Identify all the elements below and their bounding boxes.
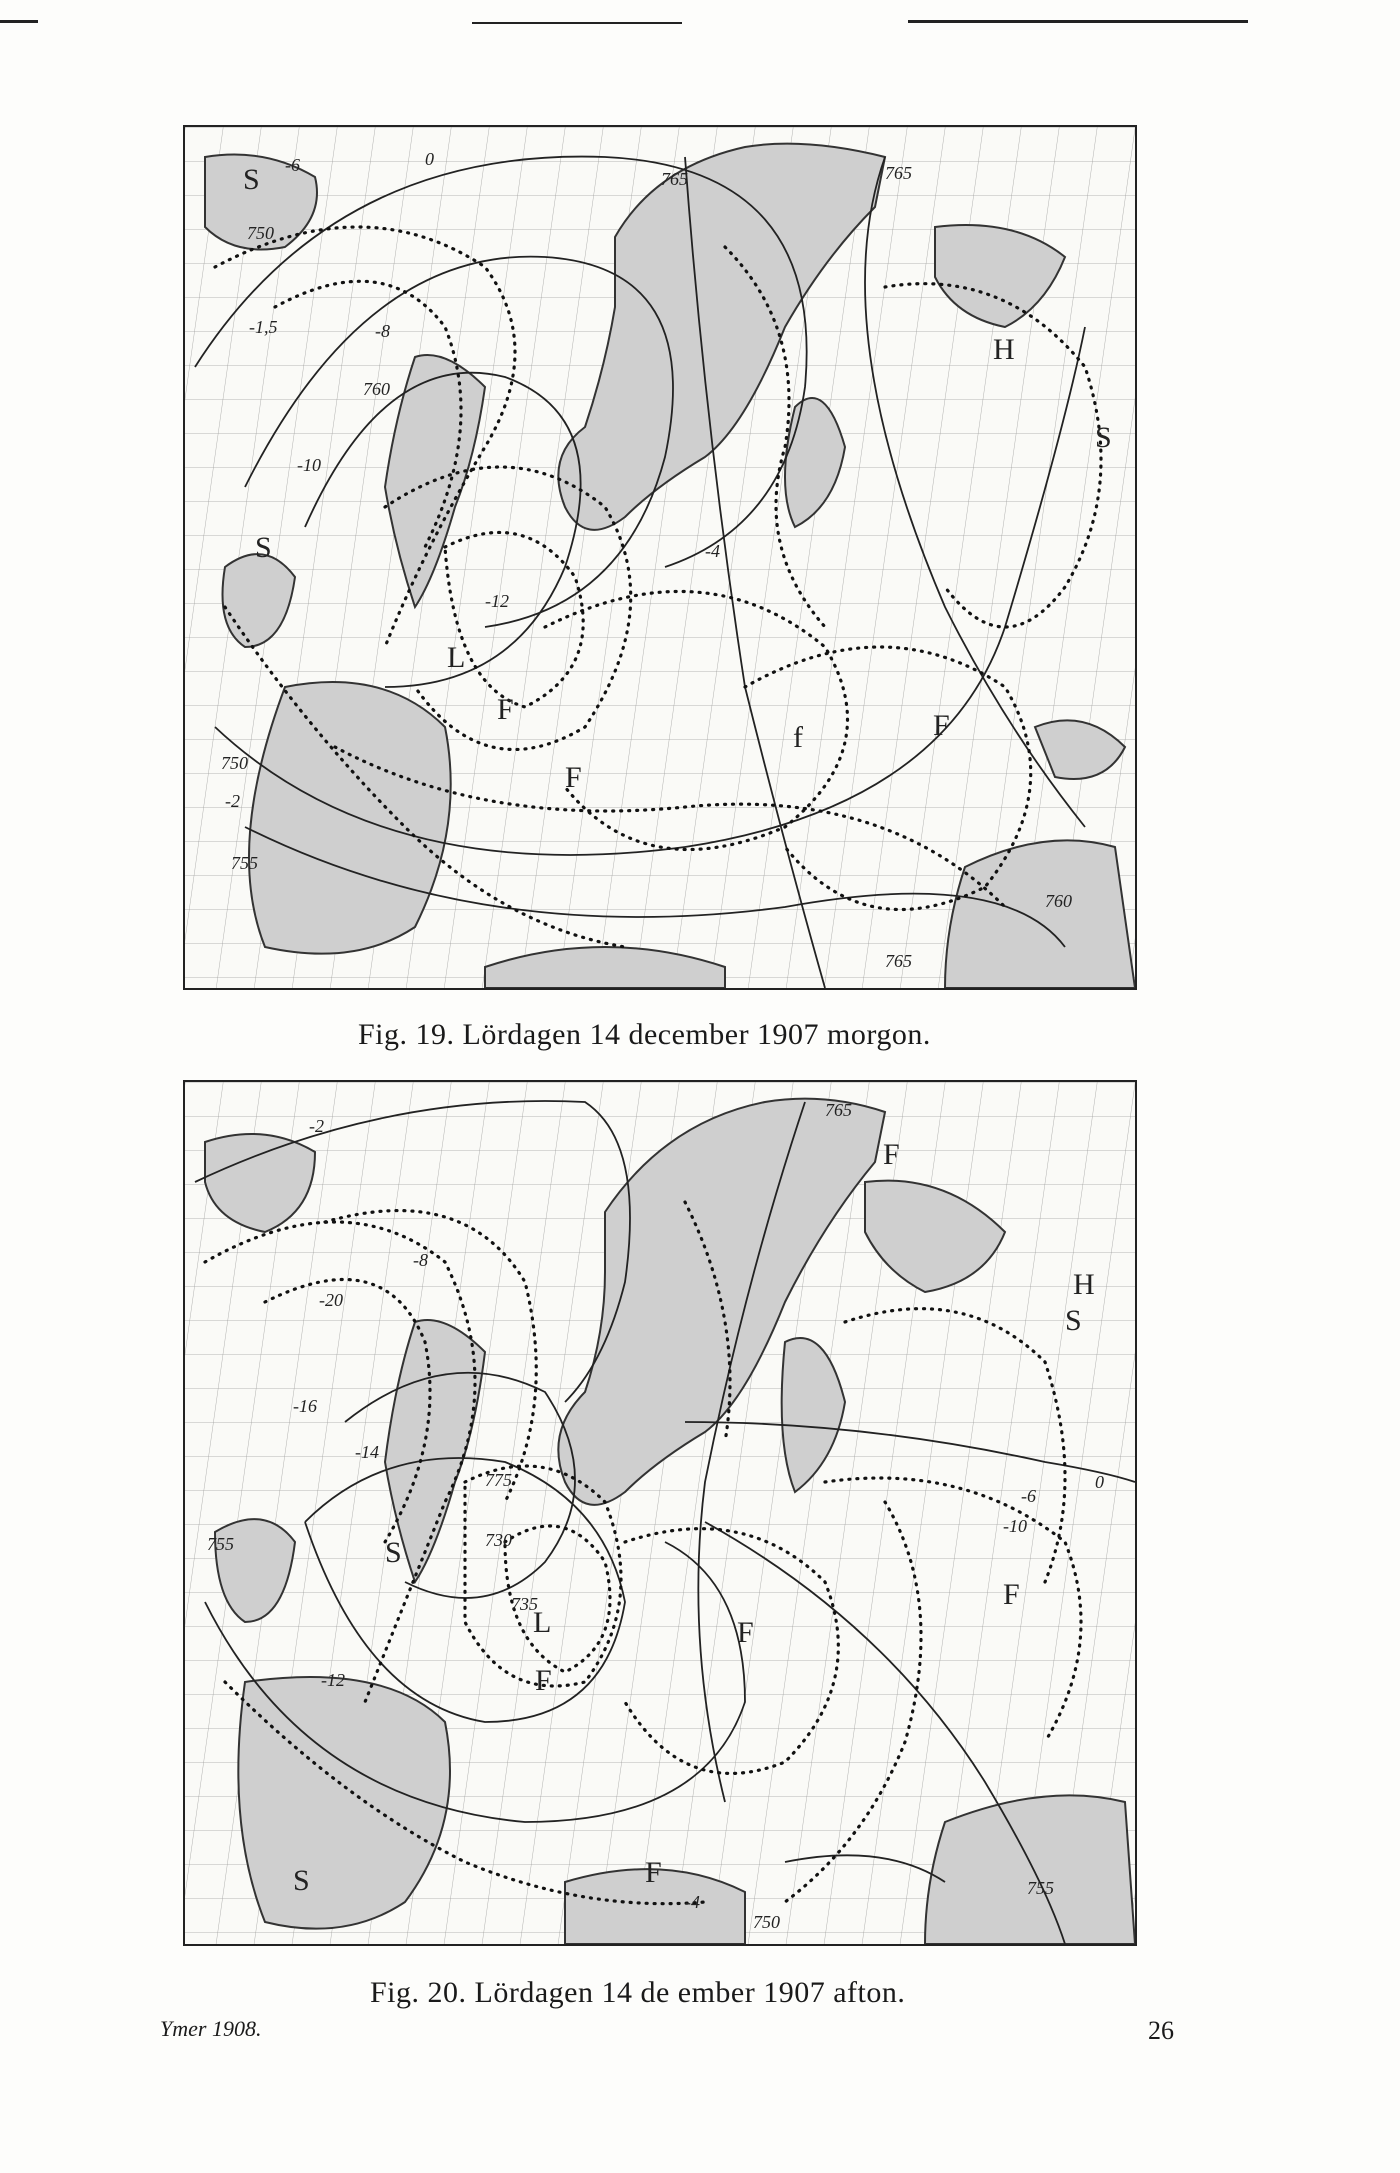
isobar-label: 730 (485, 1530, 512, 1550)
label-S: S (1065, 1304, 1082, 1337)
isotherm-label: -20 (319, 1290, 343, 1310)
top-rule-center (472, 22, 682, 24)
label-F: F (1003, 1578, 1020, 1611)
isobar-label: 735 (511, 1594, 538, 1614)
label-L: L (447, 641, 466, 674)
isotherm-label: -6 (285, 155, 300, 175)
label-S: S (385, 1536, 402, 1569)
isotherm-label: -1,5 (249, 317, 278, 337)
label-F: F (737, 1616, 754, 1649)
label-F: F (883, 1138, 900, 1171)
top-rule-right (908, 20, 1248, 23)
label-F: F (535, 1664, 552, 1697)
isotherm-label: 0 (1095, 1472, 1104, 1492)
isobar-label: 755 (231, 853, 258, 873)
isobar-label: 775 (485, 1470, 512, 1490)
isotherm-label: -4 (705, 541, 720, 561)
page-number: 26 (1148, 2016, 1174, 2045)
isotherm-label: -10 (297, 455, 321, 475)
label-F: F (933, 709, 950, 742)
isobar-label: 750 (247, 223, 274, 243)
journal-name: Ymer 1908. (160, 2016, 262, 2041)
label-S: S (255, 531, 272, 564)
isotherm-label: -10 (1003, 1516, 1027, 1536)
isobar-label: 765 (885, 163, 912, 183)
label-S: S (293, 1864, 310, 1897)
isobar-label: 765 (825, 1100, 852, 1120)
top-rule-left (0, 20, 38, 23)
label-S: S (1095, 421, 1112, 454)
isotherm-label: -4 (685, 1892, 700, 1912)
figure-caption-20: Fig. 20. Lördagen 14 de ember 1907 afton. (370, 1976, 906, 2009)
isotherm-label: -6 (1021, 1486, 1036, 1506)
isotherm-label: -16 (293, 1396, 317, 1416)
isotherm-label: -8 (375, 321, 390, 341)
label-S: S (243, 163, 260, 196)
isotherm-label: -2 (309, 1116, 324, 1136)
isotherm-label: 0 (425, 149, 434, 169)
weather-map-fig19 (183, 125, 1137, 990)
label-H: H (993, 333, 1015, 366)
isobar-label: 760 (1045, 891, 1072, 911)
isotherm-label: -14 (355, 1442, 379, 1462)
weather-map-fig20 (183, 1080, 1137, 1946)
isobar-label: 755 (1027, 1878, 1054, 1898)
isotherm-label: -2 (225, 791, 240, 811)
label-H: H (1073, 1268, 1095, 1301)
label-f: f (793, 721, 803, 754)
isotherm-label: -12 (485, 591, 509, 611)
isobar-label: 765 (885, 951, 912, 971)
isobar-label: 750 (753, 1912, 780, 1932)
isotherm-label: -8 (413, 1250, 428, 1270)
label-F: F (645, 1856, 662, 1889)
isobar-label: 750 (221, 753, 248, 773)
label-L: L (533, 1606, 552, 1639)
label-F: F (497, 693, 514, 726)
label-F: F (565, 761, 582, 794)
isobar-label: 765 (661, 169, 688, 189)
isotherm-label: -12 (321, 1670, 345, 1690)
isobar-label: 760 (363, 379, 390, 399)
isobar-label: 755 (207, 1534, 234, 1554)
figure-caption-19: Fig. 19. Lördagen 14 december 1907 morgon. (358, 1018, 931, 1051)
